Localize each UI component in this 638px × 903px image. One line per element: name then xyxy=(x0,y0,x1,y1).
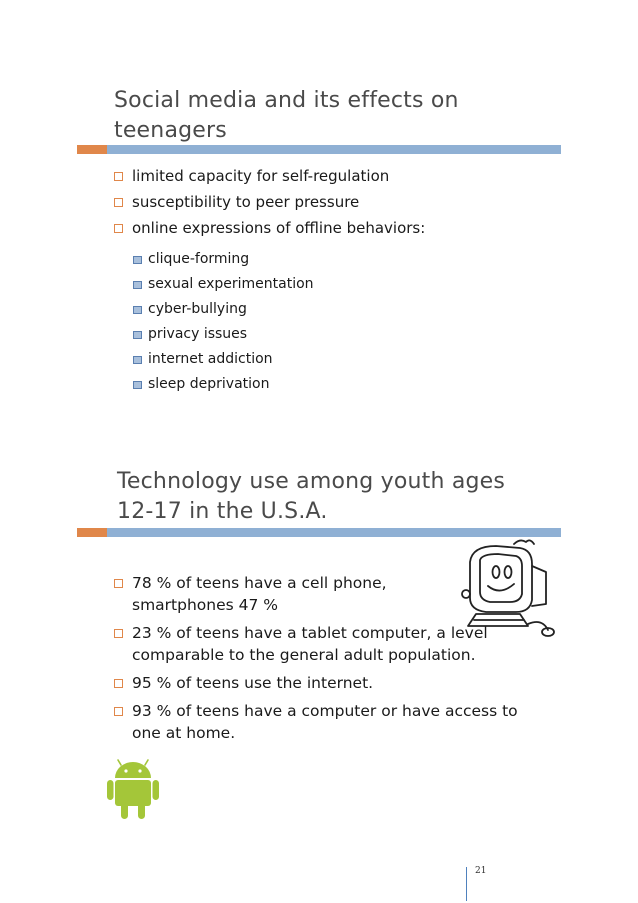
filled-square-bullet-icon xyxy=(133,256,142,264)
list-item: 95 % of teens use the internet. xyxy=(114,672,518,694)
slide2-title-line2: 12-17 in the U.S.A. xyxy=(117,499,328,524)
list-item: privacy issues xyxy=(133,322,314,347)
square-bullet-icon xyxy=(114,198,123,207)
slide1-title-line2: teenagers xyxy=(114,118,227,143)
list-item: 93 % of teens have a computer or have access to one at home. xyxy=(114,700,518,744)
square-bullet-icon xyxy=(114,679,123,688)
slide1-title-line1: Social media and its effects on xyxy=(114,88,459,113)
square-bullet-icon xyxy=(114,707,123,716)
filled-square-bullet-icon xyxy=(133,381,142,389)
square-bullet-icon xyxy=(114,629,123,638)
page-number: 21 xyxy=(475,866,487,876)
list-item: sleep deprivation xyxy=(133,372,314,397)
square-bullet-icon xyxy=(114,579,123,588)
list-item: cyber-bullying xyxy=(133,297,314,322)
slide1-sub-bullet-list xyxy=(133,247,314,397)
list-item: sexual experimentation xyxy=(133,272,314,297)
list-item: limited capacity for self-regulation xyxy=(114,163,425,189)
square-bullet-icon xyxy=(114,172,123,181)
slide1-title-rule xyxy=(77,145,561,154)
list-item: clique-forming xyxy=(133,247,314,272)
filled-square-bullet-icon xyxy=(133,306,142,314)
android-robot-icon xyxy=(106,756,160,820)
rule-bar xyxy=(107,528,561,537)
list-item: 23 % of teens have a tablet computer, a level comparable to the general adult population. xyxy=(114,622,518,666)
rule-accent xyxy=(77,145,107,154)
slide1-bullet-list xyxy=(114,163,425,241)
slide2-title-rule xyxy=(77,528,561,537)
list-item: internet addiction xyxy=(133,347,314,372)
list-item: online expressions of offline behaviors: xyxy=(114,215,425,241)
filled-square-bullet-icon xyxy=(133,281,142,289)
list-item: susceptibility to peer pressure xyxy=(114,189,425,215)
slide2-title xyxy=(117,467,505,527)
page-number-divider xyxy=(466,867,467,901)
slide2-bullet-list xyxy=(114,572,518,750)
square-bullet-icon xyxy=(114,224,123,233)
rule-bar xyxy=(107,145,561,154)
filled-square-bullet-icon xyxy=(133,356,142,364)
rule-accent xyxy=(77,528,107,537)
list-item: 78 % of teens have a cell phone, smartphones 47 % xyxy=(114,572,518,616)
slide2-title-line1: Technology use among youth ages xyxy=(117,469,506,494)
filled-square-bullet-icon xyxy=(133,331,142,339)
slide1-title xyxy=(114,86,459,146)
